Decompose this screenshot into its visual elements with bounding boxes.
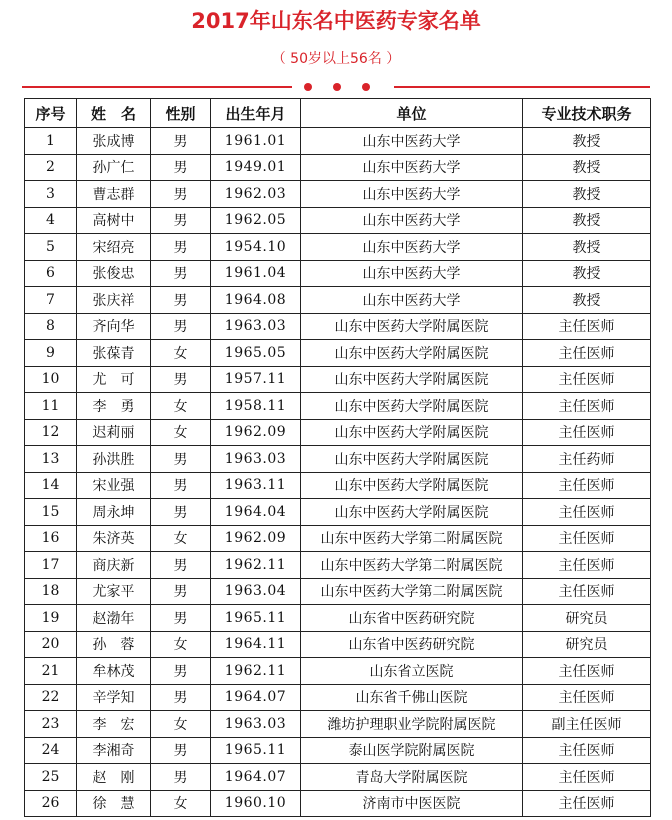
cell-birth: 1965.11	[211, 605, 301, 632]
table-row	[25, 764, 651, 791]
cell-gender: 男	[151, 737, 211, 764]
column-header-title: 专业技术职务	[523, 99, 651, 128]
cell-name: 张庆祥	[77, 287, 151, 314]
cell-title: 教授	[523, 234, 651, 261]
cell-no: 12	[25, 419, 77, 446]
cell-title: 主任医师	[523, 578, 651, 605]
cell-name: 尤家平	[77, 578, 151, 605]
cell-name: 孙广仁	[77, 154, 151, 181]
table-row	[25, 419, 651, 446]
table-row	[25, 605, 651, 632]
cell-name: 张成博	[77, 128, 151, 155]
table-row	[25, 207, 651, 234]
table-body	[25, 128, 651, 817]
cell-no: 26	[25, 790, 77, 817]
cell-no: 3	[25, 181, 77, 208]
cell-title: 主任医师	[523, 393, 651, 420]
cell-title: 副主任医师	[523, 711, 651, 738]
cell-no: 17	[25, 552, 77, 579]
cell-title: 主任医师	[523, 472, 651, 499]
table-row	[25, 790, 651, 817]
cell-unit: 山东中医药大学附属医院	[301, 419, 523, 446]
cell-birth: 1963.03	[211, 313, 301, 340]
table-row	[25, 446, 651, 473]
table-row	[25, 684, 651, 711]
cell-name: 李 勇	[77, 393, 151, 420]
cell-no: 4	[25, 207, 77, 234]
cell-gender: 男	[151, 287, 211, 314]
table-header-row	[25, 99, 651, 128]
expert-roster-table	[24, 98, 651, 817]
cell-gender: 男	[151, 234, 211, 261]
cell-birth: 1957.11	[211, 366, 301, 393]
cell-gender: 女	[151, 340, 211, 367]
cell-no: 16	[25, 525, 77, 552]
cell-gender: 男	[151, 181, 211, 208]
table-row	[25, 234, 651, 261]
cell-no: 21	[25, 658, 77, 685]
cell-birth: 1964.11	[211, 631, 301, 658]
cell-gender: 男	[151, 446, 211, 473]
cell-birth: 1964.04	[211, 499, 301, 526]
cell-unit: 山东中医药大学	[301, 234, 523, 261]
column-header-gender: 性别	[151, 99, 211, 128]
cell-no: 9	[25, 340, 77, 367]
column-header-unit: 单位	[301, 99, 523, 128]
cell-gender: 女	[151, 790, 211, 817]
cell-unit: 山东中医药大学	[301, 207, 523, 234]
cell-birth: 1963.03	[211, 446, 301, 473]
cell-title: 主任医师	[523, 737, 651, 764]
table-row	[25, 711, 651, 738]
cell-birth: 1958.11	[211, 393, 301, 420]
cell-title: 教授	[523, 128, 651, 155]
cell-birth: 1961.04	[211, 260, 301, 287]
cell-name: 徐 慧	[77, 790, 151, 817]
cell-title: 主任医师	[523, 499, 651, 526]
cell-birth: 1961.01	[211, 128, 301, 155]
cell-birth: 1963.04	[211, 578, 301, 605]
cell-birth: 1962.11	[211, 552, 301, 579]
cell-gender: 男	[151, 207, 211, 234]
column-header-birth: 出生年月	[211, 99, 301, 128]
cell-unit: 山东中医药大学附属医院	[301, 472, 523, 499]
cell-title: 主任医师	[523, 313, 651, 340]
cell-unit: 山东省中医药研究院	[301, 605, 523, 632]
cell-unit: 潍坊护理职业学院附属医院	[301, 711, 523, 738]
cell-gender: 女	[151, 631, 211, 658]
table-row	[25, 658, 651, 685]
cell-name: 迟莉丽	[77, 419, 151, 446]
cell-gender: 女	[151, 393, 211, 420]
cell-unit: 山东省中医药研究院	[301, 631, 523, 658]
table-row	[25, 578, 651, 605]
cell-no: 2	[25, 154, 77, 181]
cell-no: 1	[25, 128, 77, 155]
cell-birth: 1949.01	[211, 154, 301, 181]
cell-birth: 1965.05	[211, 340, 301, 367]
column-header-name: 姓 名	[77, 99, 151, 128]
cell-gender: 男	[151, 605, 211, 632]
table-row	[25, 499, 651, 526]
cell-name: 周永坤	[77, 499, 151, 526]
cell-title: 研究员	[523, 605, 651, 632]
cell-no: 25	[25, 764, 77, 791]
cell-unit: 山东中医药大学附属医院	[301, 393, 523, 420]
table-row	[25, 472, 651, 499]
cell-birth: 1962.09	[211, 419, 301, 446]
column-header-no: 序号	[25, 99, 77, 128]
table-row	[25, 525, 651, 552]
cell-no: 5	[25, 234, 77, 261]
divider-dot	[304, 83, 312, 91]
cell-unit: 山东中医药大学附属医院	[301, 313, 523, 340]
cell-no: 15	[25, 499, 77, 526]
cell-no: 14	[25, 472, 77, 499]
cell-no: 19	[25, 605, 77, 632]
cell-no: 8	[25, 313, 77, 340]
table-row	[25, 340, 651, 367]
cell-title: 教授	[523, 154, 651, 181]
table-row	[25, 181, 651, 208]
cell-name: 朱济英	[77, 525, 151, 552]
cell-unit: 山东中医药大学第二附属医院	[301, 525, 523, 552]
cell-title: 主任医师	[523, 658, 651, 685]
cell-no: 6	[25, 260, 77, 287]
cell-gender: 男	[151, 499, 211, 526]
cell-name: 孙 蓉	[77, 631, 151, 658]
cell-name: 齐向华	[77, 313, 151, 340]
cell-name: 孙洪胜	[77, 446, 151, 473]
cell-gender: 男	[151, 472, 211, 499]
cell-name: 高树中	[77, 207, 151, 234]
cell-title: 主任医师	[523, 764, 651, 791]
cell-unit: 山东中医药大学	[301, 287, 523, 314]
cell-unit: 山东中医药大学第二附属医院	[301, 578, 523, 605]
cell-birth: 1962.05	[211, 207, 301, 234]
cell-title: 主任医师	[523, 684, 651, 711]
cell-unit: 山东省立医院	[301, 658, 523, 685]
cell-name: 赵渤年	[77, 605, 151, 632]
cell-birth: 1965.11	[211, 737, 301, 764]
cell-gender: 男	[151, 658, 211, 685]
divider-line-right	[394, 86, 650, 88]
cell-name: 张葆青	[77, 340, 151, 367]
cell-name: 李 宏	[77, 711, 151, 738]
cell-name: 李湘奇	[77, 737, 151, 764]
cell-no: 24	[25, 737, 77, 764]
table-row	[25, 631, 651, 658]
cell-birth: 1964.07	[211, 764, 301, 791]
table-row	[25, 154, 651, 181]
cell-unit: 山东中医药大学附属医院	[301, 340, 523, 367]
cell-title: 主任医师	[523, 366, 651, 393]
table-row	[25, 393, 651, 420]
cell-name: 辛学知	[77, 684, 151, 711]
cell-unit: 山东中医药大学	[301, 154, 523, 181]
cell-birth: 1960.10	[211, 790, 301, 817]
cell-birth: 1963.11	[211, 472, 301, 499]
table-row	[25, 313, 651, 340]
cell-birth: 1962.09	[211, 525, 301, 552]
cell-name: 张俊忠	[77, 260, 151, 287]
cell-gender: 男	[151, 313, 211, 340]
cell-birth: 1964.07	[211, 684, 301, 711]
cell-unit: 山东中医药大学附属医院	[301, 499, 523, 526]
table-row	[25, 366, 651, 393]
divider-line-left	[22, 86, 292, 88]
cell-birth: 1962.03	[211, 181, 301, 208]
cell-name: 牟林茂	[77, 658, 151, 685]
cell-name: 赵 刚	[77, 764, 151, 791]
table-row	[25, 552, 651, 579]
cell-name: 宋业强	[77, 472, 151, 499]
cell-title: 主任医师	[523, 340, 651, 367]
cell-birth: 1963.03	[211, 711, 301, 738]
cell-no: 11	[25, 393, 77, 420]
cell-unit: 山东中医药大学	[301, 181, 523, 208]
cell-no: 13	[25, 446, 77, 473]
cell-no: 22	[25, 684, 77, 711]
cell-birth: 1964.08	[211, 287, 301, 314]
cell-gender: 男	[151, 154, 211, 181]
cell-unit: 山东中医药大学第二附属医院	[301, 552, 523, 579]
cell-title: 主任医师	[523, 790, 651, 817]
cell-title: 主任医师	[523, 552, 651, 579]
title-divider	[22, 86, 650, 88]
divider-dot	[362, 83, 370, 91]
cell-unit: 山东中医药大学附属医院	[301, 446, 523, 473]
cell-no: 23	[25, 711, 77, 738]
cell-gender: 女	[151, 711, 211, 738]
cell-unit: 山东中医药大学	[301, 128, 523, 155]
cell-no: 10	[25, 366, 77, 393]
cell-no: 7	[25, 287, 77, 314]
cell-gender: 男	[151, 578, 211, 605]
cell-unit: 青岛大学附属医院	[301, 764, 523, 791]
table-row	[25, 128, 651, 155]
cell-birth: 1962.11	[211, 658, 301, 685]
cell-gender: 男	[151, 366, 211, 393]
cell-name: 曹志群	[77, 181, 151, 208]
cell-gender: 女	[151, 419, 211, 446]
cell-unit: 山东中医药大学	[301, 260, 523, 287]
cell-title: 教授	[523, 260, 651, 287]
cell-title: 教授	[523, 287, 651, 314]
table-row	[25, 737, 651, 764]
table-row	[25, 287, 651, 314]
cell-name: 商庆新	[77, 552, 151, 579]
cell-unit: 山东中医药大学附属医院	[301, 366, 523, 393]
cell-no: 20	[25, 631, 77, 658]
cell-gender: 男	[151, 764, 211, 791]
cell-title: 主任药师	[523, 446, 651, 473]
cell-title: 主任医师	[523, 419, 651, 446]
cell-name: 宋绍亮	[77, 234, 151, 261]
cell-gender: 男	[151, 260, 211, 287]
cell-unit: 泰山医学院附属医院	[301, 737, 523, 764]
cell-gender: 男	[151, 684, 211, 711]
page-title: 2017年山东名中医药专家名单	[191, 9, 481, 33]
cell-gender: 男	[151, 552, 211, 579]
cell-name: 尤 可	[77, 366, 151, 393]
cell-title: 主任医师	[523, 525, 651, 552]
table-row	[25, 260, 651, 287]
cell-title: 教授	[523, 181, 651, 208]
divider-dot	[333, 83, 341, 91]
cell-unit: 山东省千佛山医院	[301, 684, 523, 711]
page-subtitle: （ 50岁以上56名 ）	[271, 51, 401, 67]
cell-title: 研究员	[523, 631, 651, 658]
cell-unit: 济南市中医医院	[301, 790, 523, 817]
cell-no: 18	[25, 578, 77, 605]
cell-gender: 男	[151, 128, 211, 155]
cell-title: 教授	[523, 207, 651, 234]
cell-birth: 1954.10	[211, 234, 301, 261]
cell-gender: 女	[151, 525, 211, 552]
